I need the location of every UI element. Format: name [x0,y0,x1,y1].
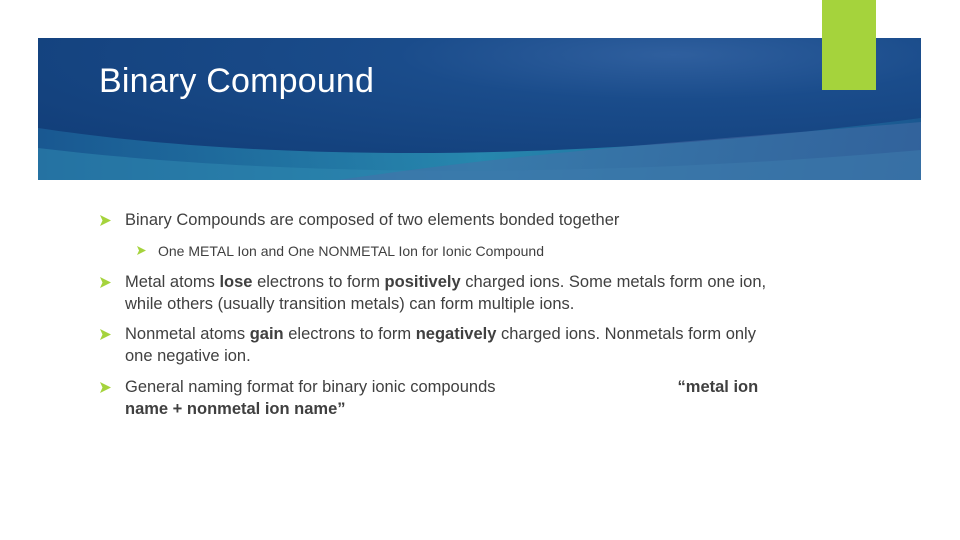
diamond-arrow-bullet-icon [100,382,111,393]
bullet-metal-atoms [100,271,780,315]
diamond-arrow-bullet-icon [100,215,111,226]
bullet-text [125,323,780,367]
sub-bullet-metal-nonmetal [137,242,544,260]
text-part: electrons to form [252,273,385,291]
text-part: electrons to form [283,325,416,343]
diamond-arrow-bullet-icon [100,277,111,288]
accent-bar [822,0,876,90]
text-part: Ion and One [233,243,319,259]
text-part: General naming format for binary ionic compounds [125,378,496,396]
text-part: Nonmetal atoms [125,325,250,343]
text-part: Metal atoms [125,273,220,291]
text-part: Ion for Ionic Compound [394,243,544,259]
emphasis-gain: gain [249,325,284,343]
bullet-text [125,271,780,315]
bullet-naming-format [100,376,780,420]
bullet-binary-compounds [100,209,780,231]
text-part: METAL [188,243,234,259]
emphasis-negatively: negatively [415,325,497,343]
sub-bullet-text [158,242,544,260]
title-banner [38,38,921,180]
bullet-nonmetal-atoms [100,323,780,367]
diamond-arrow-bullet-icon [137,246,146,255]
diamond-arrow-bullet-icon [100,329,111,340]
emphasis-positively: positively [384,273,461,291]
bullet-text [125,376,780,420]
text-part: charged ions. Nonmetals form only one negative ion. [125,325,756,365]
text-part: One [158,243,189,259]
text-part: charged ions. Some metals form one ion, while others (usually transition metals) can form multiple ions. [125,273,767,313]
emphasis-lose: lose [219,273,253,291]
bullet-text: Binary Compounds are composed of two elements bonded together [125,211,620,229]
slide-title: Binary Compound [99,62,375,100]
naming-format-formula: “metal ion name + nonmetal ion name” [125,378,759,418]
text-part: NONMETAL [318,243,395,259]
